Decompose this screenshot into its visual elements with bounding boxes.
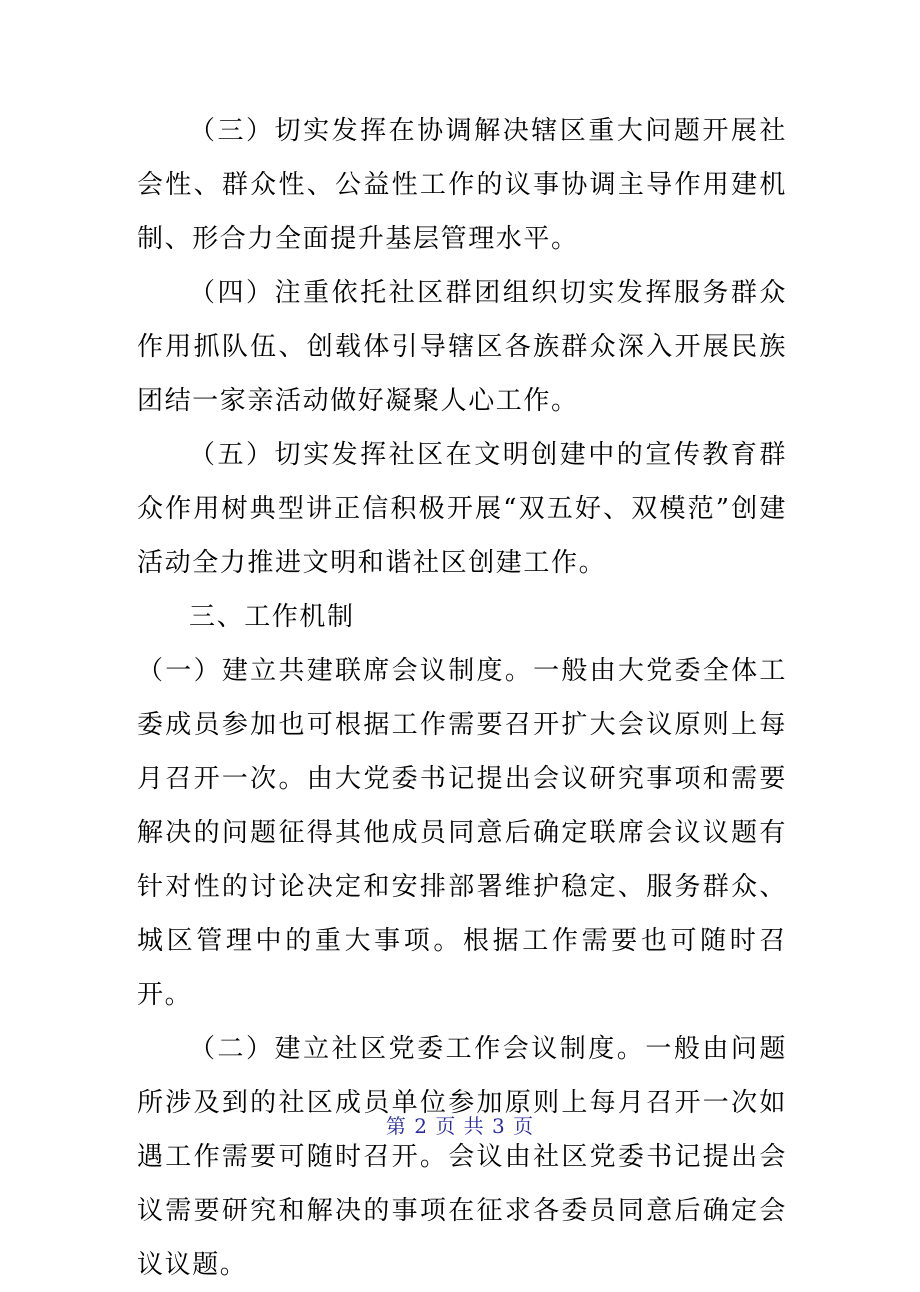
mechanism-paragraph-one: （一）建立共建联席会议制度。一般由大党委全体工委成员参加也可根据工作需要召开扩大会议原则上每月召开一次。由大党委书记提出会议研究事项和需要解决的问题征得其他成员同意后确定联席会议议题有针对性的讨论决定和安排部署维护稳定、服务群众、城区管理中的重大事项。根据工作需要也可随时召开。 — [137, 656, 787, 1010]
paragraph-three: （三）切实发挥在协调解决辖区重大问题开展社会性、群众性、公益性工作的议事协调主导作用建机制、形合力全面提升基层管理水平。 — [137, 116, 787, 254]
page-number-footer: 第 2 页 共 3 页 — [385, 1114, 535, 1138]
mechanism-paragraph-two: （二）建立社区党委工作会议制度。一般由问题所涉及到的社区成员单位参加原则上每月召开一次如遇工作需要可随时召开。会议由社区党委书记提出会议需要研究和解决的事项在征求各委员同意后确定会议议题。 — [137, 1034, 787, 1280]
paragraph-five: （五）切实发挥社区在文明创建中的宣传教育群众作用树典型讲正信积极开展“双五好、双模范”创建活动全力推进文明和谐社区创建工作。 — [137, 440, 787, 578]
paragraph-four: （四）注重依托社区群团组织切实发挥服务群众作用抓队伍、创载体引导辖区各族群众深入开展民族团结一家亲活动做好凝聚人心工作。 — [137, 278, 787, 416]
section-heading-work-mechanism: 三、工作机制 — [189, 602, 355, 632]
